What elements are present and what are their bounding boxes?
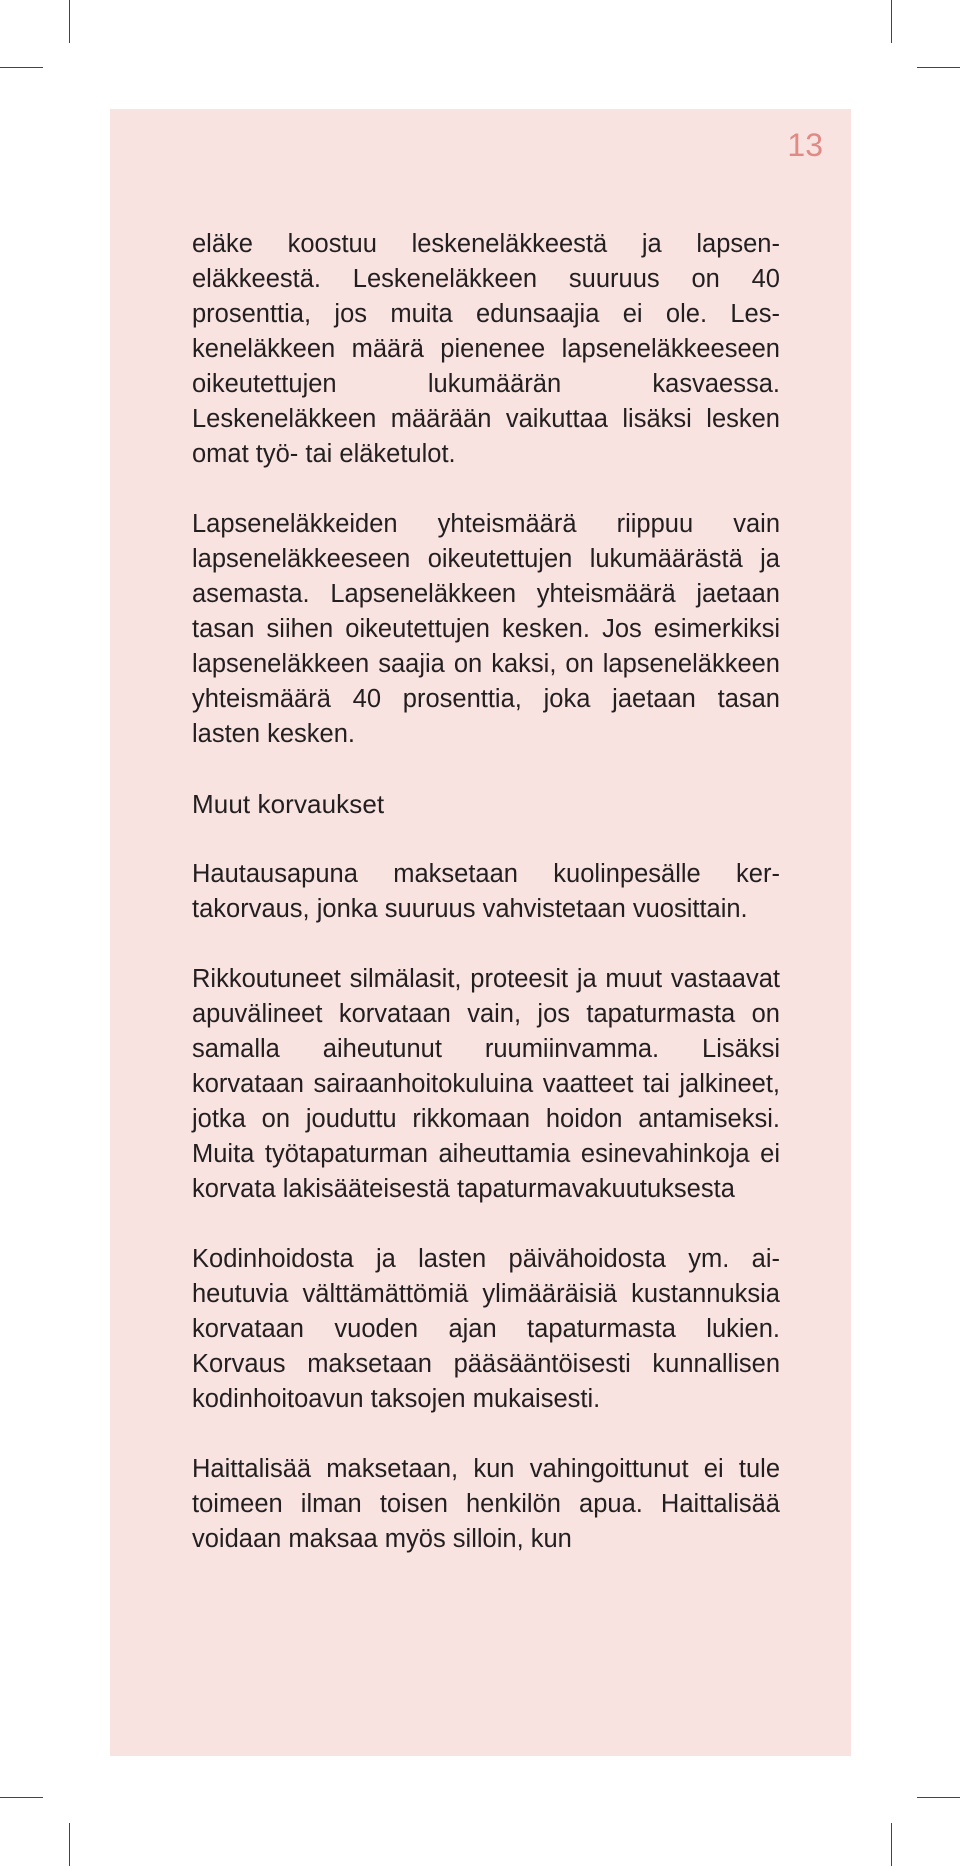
body-text [192, 227, 780, 1557]
page-panel [110, 109, 851, 1756]
crop-mark-top-right-horizontal [917, 67, 960, 68]
paragraph-aids-damage: Rikkoutuneet silmälasit, proteesit ja muut vastaavat apuvälineet korvataan vain, jos tapaturmasta on samalla aiheutunut ruumiinvamma. Lisäksi korvataan sairaanhoitokuluina vaatteet tai jalkineet, jotka on jouduttu rikkomaan hoidon antamiseksi. Muita työtapaturman aiheuttamia esinevahinkoja ei korvata lakisääteisestä tapaturmavakuutuksesta [192, 965, 780, 1203]
paragraph-child-pension: Lapseneläkkeiden yhteismäärä riippuu vain lapseneläkkeeseen oikeutettujen lukumäärästä ja asemasta. Lapseneläkkeen yhteismäärä jaetaan tasan siihen oikeutettujen kesken. Jos esimerkiksi lapseneläkkeen saajia on kaksi, on lapseneläkkeen yhteismäärä 40 prosenttia, joka jaetaan tasan lasten kesken. [192, 510, 780, 748]
paragraph-disability-supplement: Haittalisää maksetaan, kun vahingoittunut ei tule toimeen ilman toisen henkilön apua. Haittalisää voidaan maksaa myös silloin, kun [192, 1455, 780, 1553]
page-number: 13 [787, 127, 823, 163]
crop-mark-bottom-left-horizontal [0, 1797, 43, 1798]
crop-mark-top-right-vertical [891, 0, 892, 43]
crop-mark-top-left-horizontal [0, 67, 43, 68]
paragraph-widow-pension: eläke koostuu leskeneläkkeestä ja lapseneläkkeestä. Leskeneläkkeen suuruus on 40 prosenttia, jos muita edunsaajia ei ole. Leskeneläkkeen määrä pienenee lapseneläkkeeseen oikeutettujen lukumäärän kasvaessa. Leskeneläkkeen määrään vaikuttaa lisäksi lesken omat työ- tai eläketulot. [192, 230, 780, 468]
crop-mark-bottom-right-vertical [891, 1823, 892, 1866]
paragraph-home-care: Kodinhoidosta ja lasten päivähoidosta ym. aiheutuvia välttämättömiä ylimääräisiä kustannuksia korvataan vuoden ajan tapaturmasta lukien. Korvaus maksetaan pääsääntöisesti kunnallisen kodinhoitoavun taksojen mukaisesti. [192, 1245, 780, 1413]
paragraph-funeral-aid: Hautausapuna maksetaan kuolinpesälle kertakorvaus, jonka suuruus vahvistetaan vuosittain. [192, 860, 780, 923]
crop-mark-bottom-left-vertical [69, 1823, 70, 1866]
crop-mark-bottom-right-horizontal [917, 1797, 960, 1798]
crop-mark-top-left-vertical [69, 0, 70, 43]
section-heading: Muut korvaukset [192, 789, 385, 819]
